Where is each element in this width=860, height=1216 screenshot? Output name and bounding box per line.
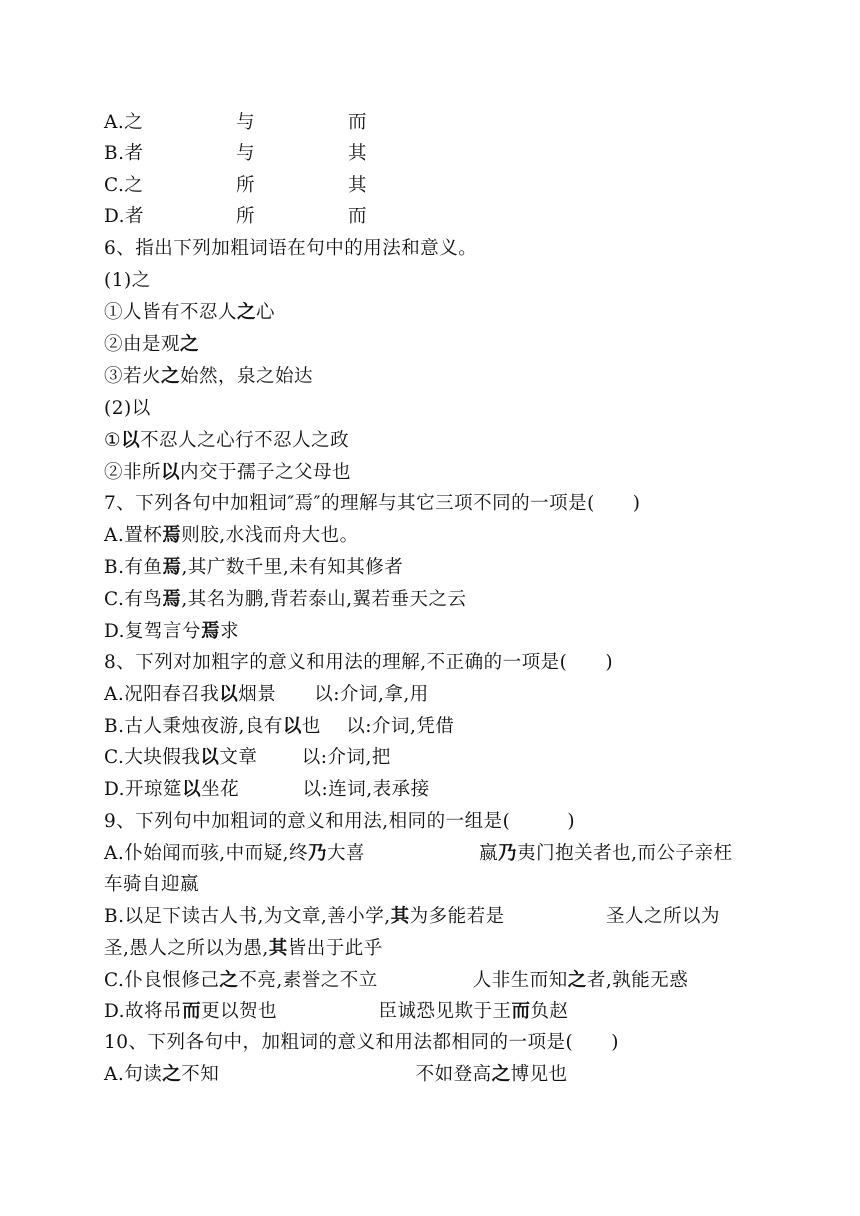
- q8-option-c: C.大块假我以文章 以:介词,把: [104, 747, 391, 768]
- q5-option-a: A.之 与 而: [104, 112, 368, 133]
- q5-option-c: C.之 所 其: [104, 175, 368, 196]
- q6-part1-item3: ③若火之始然，泉之始达: [104, 366, 314, 387]
- q9-option-a-cont: 车骑自迎嬴: [104, 874, 200, 895]
- q7-option-b: B.有鱼焉,其广数千里,未有知其修者: [104, 557, 404, 578]
- q8-option-b: B.古人秉烛夜游,良有以也 以:介词,凭借: [104, 716, 455, 737]
- q6-part1-item2: ②由是观之: [104, 334, 200, 355]
- q6-stem: 6、指出下列加粗词语在句中的用法和意义。: [104, 238, 478, 259]
- q6-part2-item1: ①以不忍人之心行不忍人之政: [104, 430, 350, 451]
- q6-part1-item1: ①人皆有不忍人之心: [104, 302, 276, 323]
- q10-stem: 10、下列各句中，加粗词的意义和用法都相同的一项是( ): [104, 1032, 619, 1053]
- q9-option-d: D.故将吊而更以贺也 臣诚恐见欺于王而负赵: [104, 1001, 569, 1022]
- q6-part1-head: (1)之: [104, 270, 151, 291]
- q8-option-d: D.开琼筵以坐花 以:连词,表承接: [104, 779, 430, 800]
- q9-stem: 9、下列句中加粗词的意义和用法,相同的一组是( ): [104, 811, 576, 832]
- q5-option-d: D.者 所 而: [104, 206, 368, 227]
- q7-option-d: D.复驾言兮焉求: [104, 621, 240, 642]
- q6-part2-head: (2)以: [104, 398, 151, 419]
- q9-option-b: B.以足下读古人书,为文章,善小学,其为多能若是 圣人之所以为: [104, 906, 721, 927]
- q9-option-c: C.仆良恨修己之不亮,素誉之不立 人非生而知之者,孰能无惑: [104, 970, 689, 991]
- q10-option-a: A.句读之不知 不如登高之博见也: [104, 1064, 568, 1085]
- q7-stem: 7、下列各句中加粗词″焉″的理解与其它三项不同的一项是( ): [104, 493, 641, 514]
- q6-part2-item2: ②非所以内交于孺子之父母也: [104, 462, 352, 483]
- q7-option-a: A.置杯焉则胶,水浅而舟大也。: [104, 525, 359, 546]
- q5-option-b: B.者 与 其: [104, 143, 368, 164]
- q8-option-a: A.况阳春召我以烟景 以:介词,拿,用: [104, 684, 429, 705]
- q8-stem: 8、下列对加粗字的意义和用法的理解,不正确的一项是( ): [104, 652, 614, 673]
- q7-option-c: C.有鸟焉,其名为鹏,背若泰山,翼若垂天之云: [104, 589, 467, 610]
- q9-option-b-cont: 圣,愚人之所以为愚,其皆出于此乎: [104, 938, 383, 959]
- q9-option-a: A.仆始闻而骇,中而疑,终乃大喜 嬴乃夷门抱关者也,而公子亲枉: [104, 843, 733, 864]
